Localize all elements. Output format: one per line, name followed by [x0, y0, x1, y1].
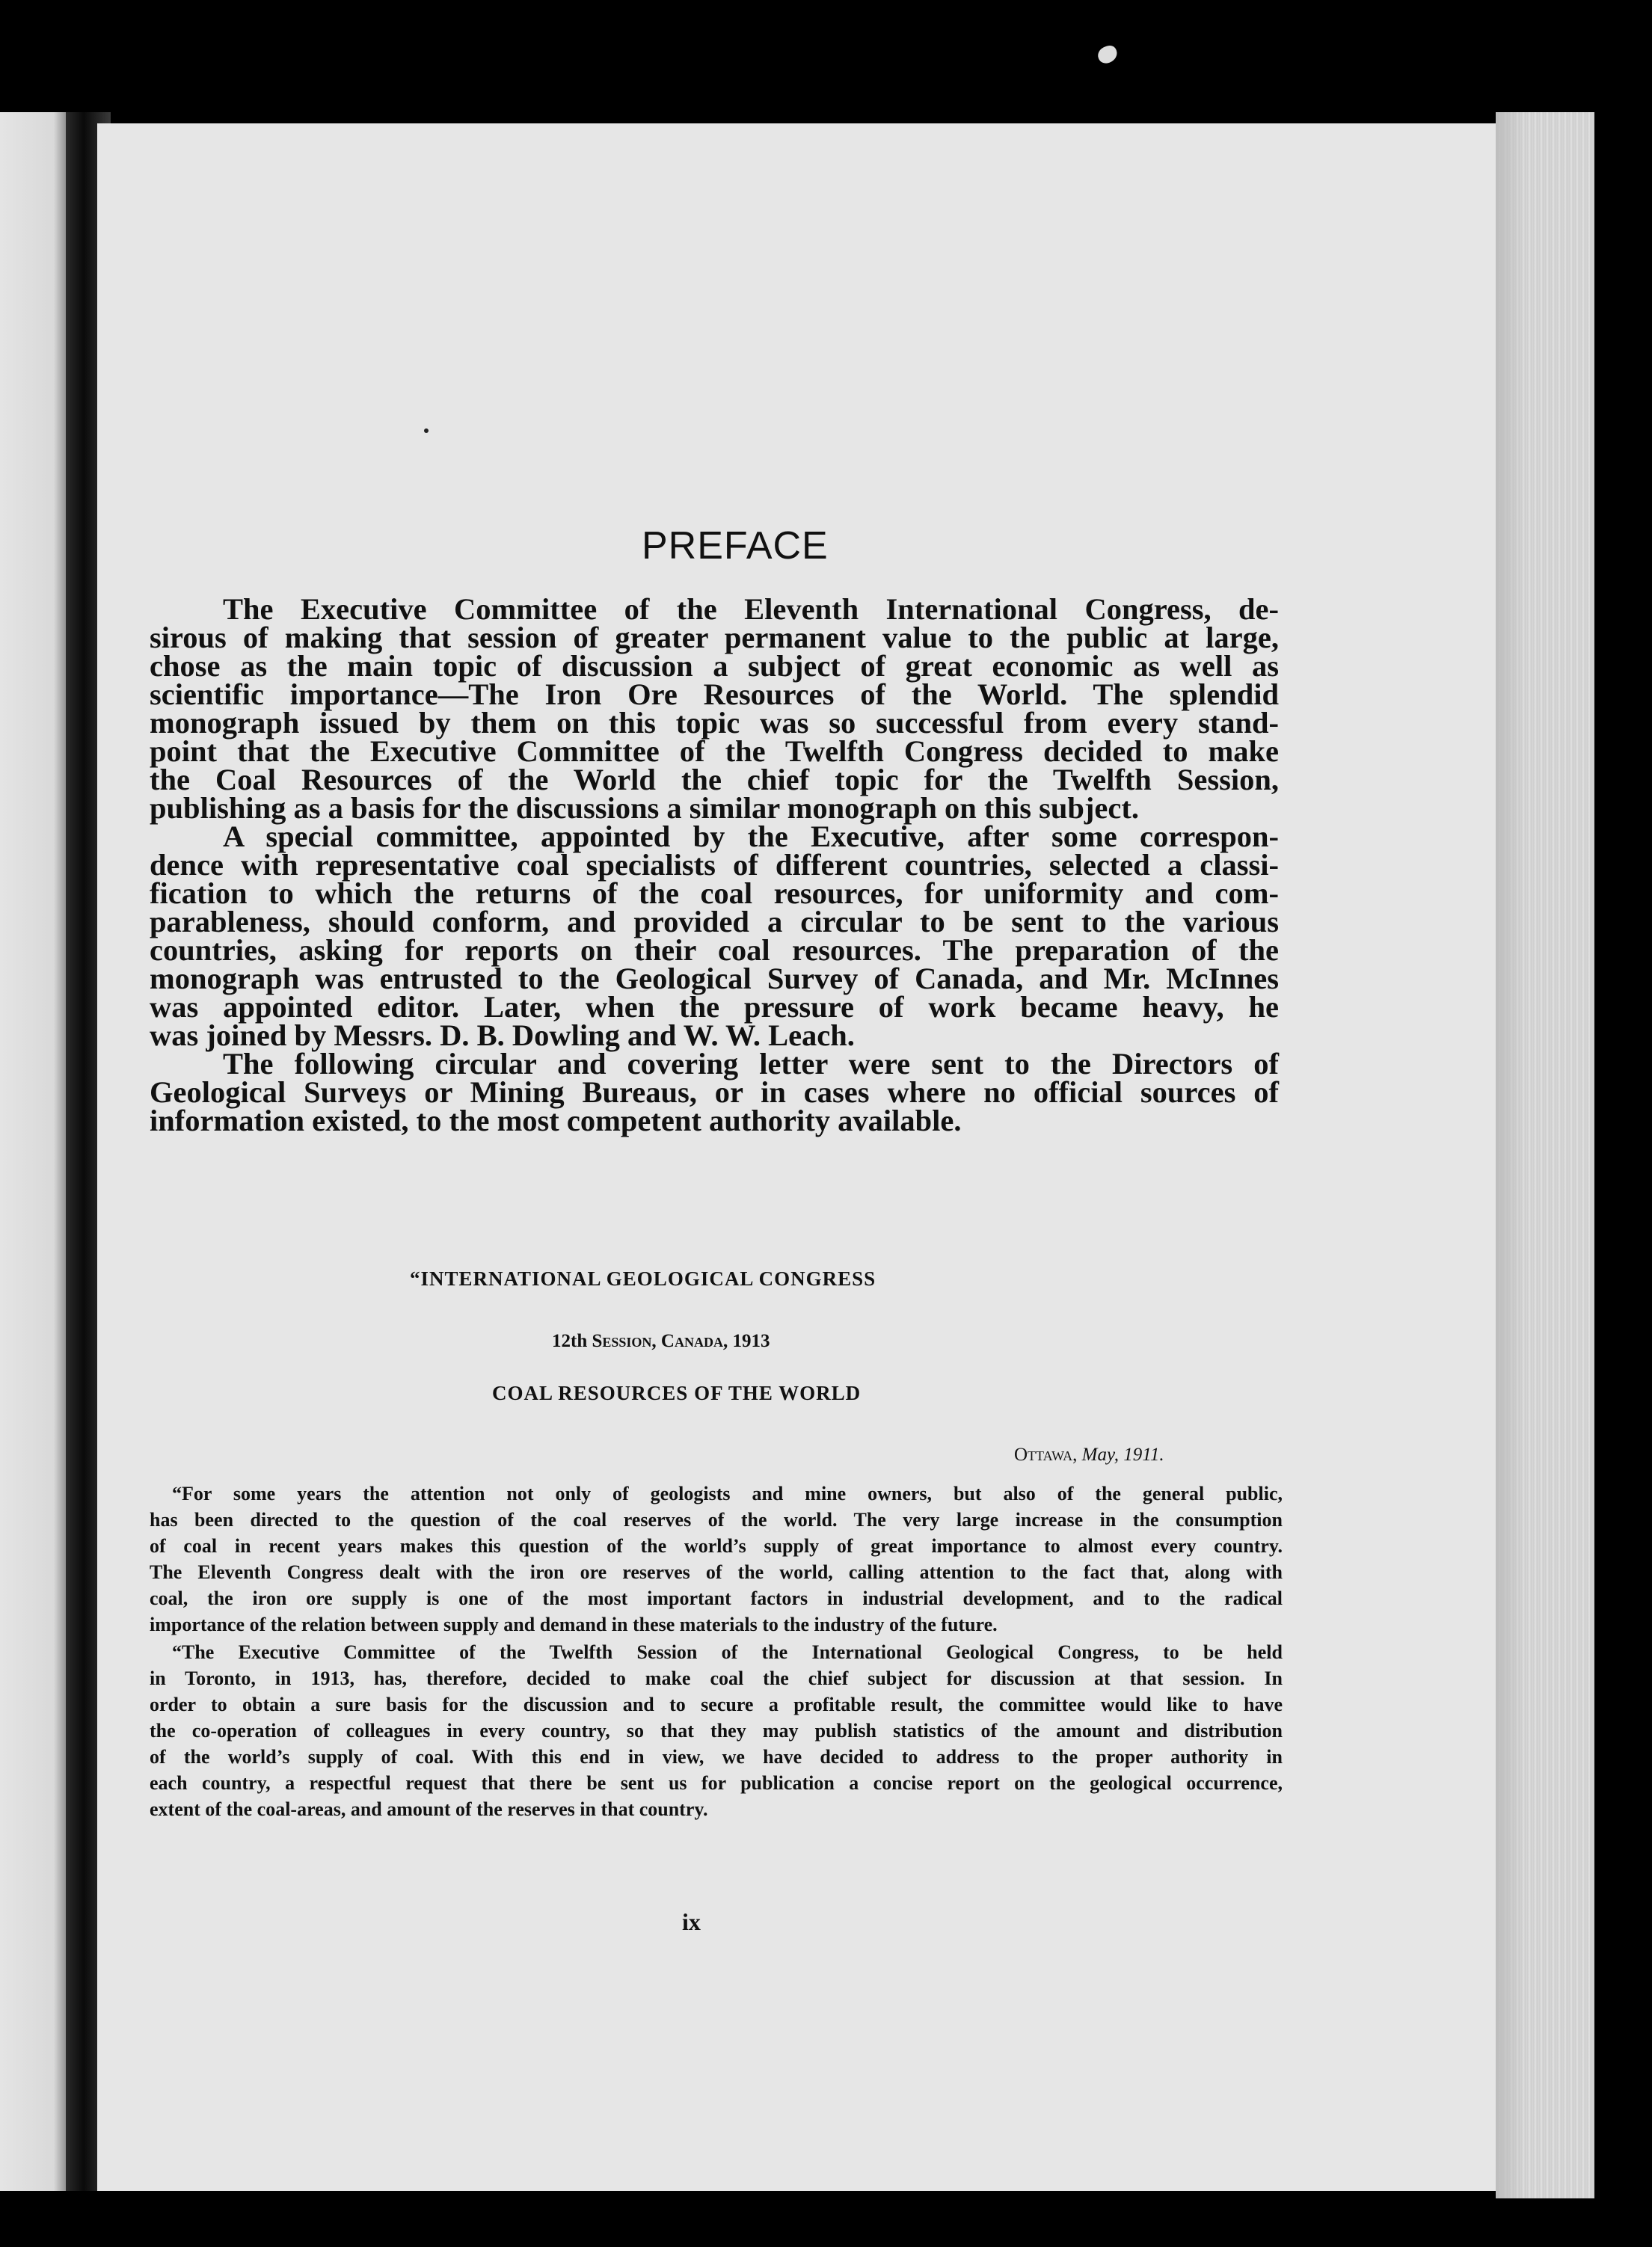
preface-line: publishing as a basis for the discussions a similar monograph on this subject.: [150, 791, 1139, 825]
page-title: PREFACE: [642, 524, 829, 568]
page-edge-shadow: [1496, 112, 1526, 2198]
letter-line: order to obtain a sure basis for the discussion and to secure a profitable result, the committee would like to have: [150, 1694, 1283, 1715]
letter-line: coal, the iron ore supply is one of the most important factors in industrial development, and to the radical: [150, 1587, 1283, 1609]
preface-line: countries, asking for reports on their coal resources. The preparation of the: [150, 933, 1279, 967]
preface-line: A special committee, appointed by the Executive, after some correspon-: [223, 820, 1279, 853]
dateline-place: Ottawa,: [1014, 1445, 1082, 1465]
letter-line: “The Executive Committee of the Twelfth Session of the International Geological Congress, to be held: [172, 1641, 1283, 1663]
letter-heading: “INTERNATIONAL GEOLOGICAL CONGRESS: [410, 1267, 876, 1290]
preface-line: monograph issued by them on this topic was so successful from every stand-: [150, 706, 1279, 740]
preface-line: The Executive Committee of the Eleventh International Congress, de-: [223, 592, 1279, 626]
letter-line: of the world’s supply of coal. With this end in view, we have decided to address to the proper authority in: [150, 1746, 1283, 1768]
preface-line: dence with representative coal specialists of different countries, selected a classi-: [150, 848, 1279, 882]
preface-line: Geological Surveys or Mining Bureaus, or in cases where no official sources of: [150, 1075, 1279, 1109]
preface-line: fication to which the returns of the coal resources, for uniformity and com-: [150, 876, 1279, 910]
letter-subject: COAL RESOURCES OF THE WORLD: [492, 1382, 862, 1404]
letter-line: of coal in recent years makes this question of the world’s supply of great importance to almost every country.: [150, 1535, 1283, 1557]
preface-line: information existed, to the most competent authority available.: [150, 1104, 962, 1137]
letter-line: each country, a respectful request that there be sent us for publication a concise report on the geological occurrence,: [150, 1772, 1283, 1794]
preface-line: was joined by Messrs. D. B. Dowling and W. W. Leach.: [150, 1018, 855, 1052]
preface-line: point that the Executive Committee of the Twelfth Congress decided to make: [150, 734, 1279, 768]
preface-line: monograph was entrusted to the Geological Survey of Canada, and Mr. McInnes: [150, 962, 1279, 995]
letter-dateline: [1014, 1445, 1164, 1466]
preface-line: sirous of making that session of greater permanent value to the public at large,: [150, 621, 1279, 654]
page-sheet: [97, 123, 1544, 2191]
preface-line: parableness, should conform, and provided a circular to be sent to the various: [150, 905, 1279, 938]
page-number: ix: [682, 1908, 701, 1935]
letter-line: in Toronto, in 1913, has, therefore, decided to make coal the chief subject for discussion at that session. In: [150, 1667, 1283, 1689]
preface-line: scientific importance—The Iron Ore Resources of the World. The splendid: [150, 677, 1279, 711]
session-number: 12th: [552, 1331, 592, 1351]
letter-line: The Eleventh Congress dealt with the iron ore reserves of the world, calling attention to the fact that, along with: [150, 1561, 1283, 1583]
letter-line: “For some years the attention not only of geologists and mine owners, but also of the general public,: [172, 1483, 1283, 1504]
dateline-date: May, 1911.: [1081, 1445, 1164, 1465]
preface-line: was appointed editor. Later, when the pressure of work became heavy, he: [150, 990, 1279, 1024]
letter-line: the co-operation of colleagues in every country, so that they may publish statistics of the amount and distribution: [150, 1720, 1283, 1742]
letter-line: importance of the relation between supply and demand in these materials to the industry of the future.: [150, 1614, 998, 1635]
scan-speck: [1096, 43, 1120, 66]
session-rest: Session, Canada, 1913: [592, 1331, 770, 1351]
letter-session: [552, 1331, 770, 1352]
letter-line: extent of the coal-areas, and amount of the reserves in that country.: [150, 1798, 708, 1820]
preface-line: chose as the main topic of discussion a subject of great economic as well as: [150, 649, 1279, 683]
letter-line: has been directed to the question of the coal reserves of the world. The very large increase in the consumption: [150, 1509, 1283, 1531]
ink-dot: [424, 428, 429, 433]
preface-line: The following circular and covering letter were sent to the Directors of: [223, 1047, 1279, 1081]
preface-line: the Coal Resources of the World the chief topic for the Twelfth Session,: [150, 763, 1279, 796]
